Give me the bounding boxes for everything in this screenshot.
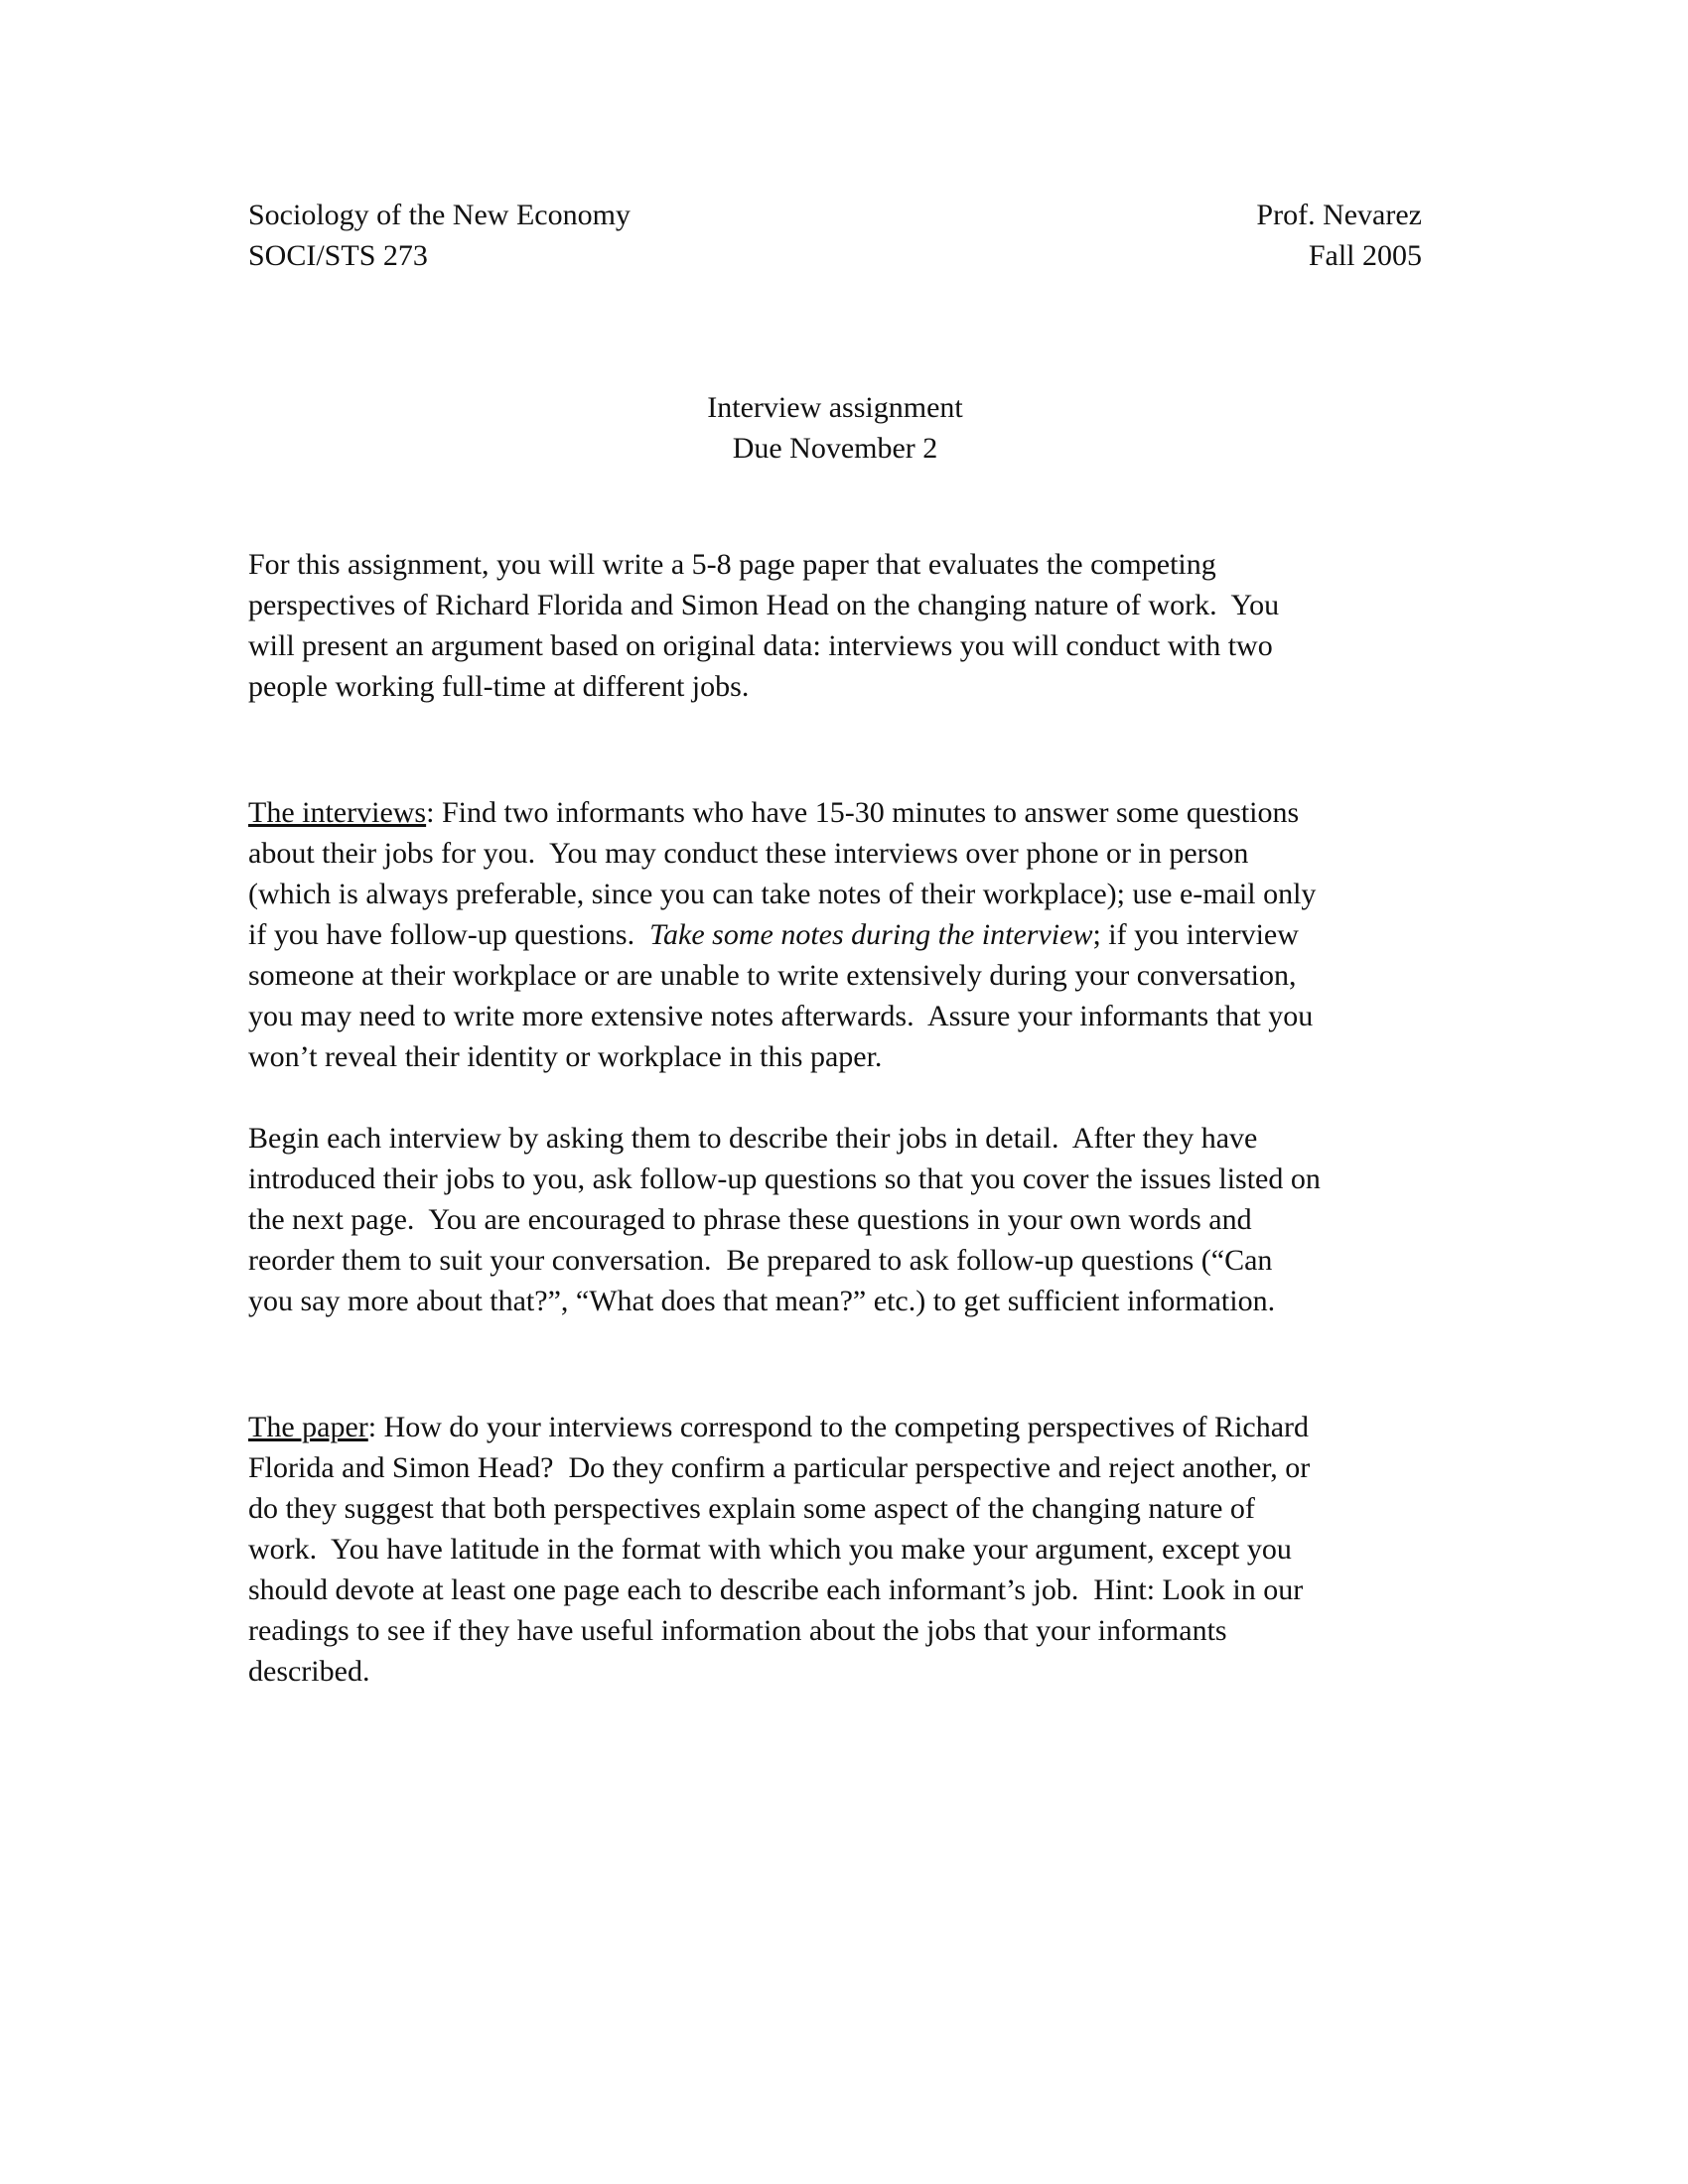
text-line: reorder them to suit your conversation. Be prepared to ask follow-up questions (“Can	[248, 1244, 1273, 1277]
paragraph-spacer	[248, 1321, 1426, 1407]
paragraph-begin-each-interview	[248, 1118, 1426, 1321]
text-line: about their jobs for you. You may conduct these interviews over phone or in person	[248, 837, 1249, 870]
header-course-info	[248, 195, 631, 276]
text-line: you say more about that?”, “What does that mean?” etc.) to get sufficient information.	[248, 1285, 1276, 1317]
text-line	[248, 792, 1426, 833]
due-date: Due November 2	[732, 432, 938, 465]
text-run: ; if you interview	[1092, 918, 1299, 951]
assignment-title-block	[248, 387, 1422, 469]
course-code: SOCI/STS 273	[248, 239, 428, 272]
text-line: (which is always preferable, since you can take notes of their workplace); use e-mail only	[248, 878, 1317, 910]
text-line: won’t reveal their identity or workplace in this paper.	[248, 1040, 883, 1073]
course-title: Sociology of the New Economy	[248, 199, 631, 231]
text-line: do they suggest that both perspectives explain some aspect of the changing nature of	[248, 1492, 1255, 1525]
text-line: Begin each interview by asking them to describe their jobs in detail. After they have	[248, 1122, 1258, 1155]
text-run: if you have follow-up questions.	[248, 918, 650, 951]
paragraph-the-interviews	[248, 792, 1426, 1077]
text-line: readings to see if they have useful information about the jobs that your informants	[248, 1614, 1227, 1647]
text-line: perspectives of Richard Florida and Simon Head on the changing nature of work. You	[248, 589, 1280, 621]
text-line	[248, 914, 1426, 955]
document-header	[248, 195, 1422, 276]
text-run: : How do your interviews correspond to the competing perspectives of Richard	[367, 1411, 1310, 1443]
header-instructor-info	[1256, 195, 1422, 276]
text-line: you may need to write more extensive notes afterwards. Assure your informants that you	[248, 1000, 1314, 1032]
text-line: work. You have latitude in the format with which you make your argument, except you	[248, 1533, 1292, 1566]
text-line: people working full-time at different jobs.	[248, 670, 750, 703]
text-line: Florida and Simon Head? Do they confirm a particular perspective and reject another, or	[248, 1451, 1311, 1484]
paragraph-the-paper	[248, 1407, 1426, 1692]
paragraph-intro	[248, 544, 1426, 707]
text-line: introduced their jobs to you, ask follow-up questions so that you cover the issues listed on	[248, 1162, 1321, 1195]
paragraph-spacer	[248, 1077, 1426, 1118]
text-line	[248, 1407, 1426, 1447]
instructor-name: Prof. Nevarez	[1256, 199, 1422, 231]
page-title: Interview assignment	[707, 391, 963, 424]
text-line: should devote at least one page each to describe each informant’s job. Hint: Look in our	[248, 1573, 1304, 1606]
term-label: Fall 2005	[1308, 239, 1422, 272]
text-line: will present an argument based on original data: interviews you will conduct with two	[248, 629, 1273, 662]
text-line: For this assignment, you will write a 5-8 page paper that evaluates the competing	[248, 548, 1216, 581]
text-line: someone at their workplace or are unable to write extensively during your conversation,	[248, 959, 1297, 992]
document-body	[248, 544, 1426, 1692]
lead-in-the-paper: The paper	[248, 1411, 368, 1443]
italic-emphasis-take-notes: Take some notes during the interview	[649, 918, 1093, 951]
text-line: the next page. You are encouraged to phrase these questions in your own words and	[248, 1203, 1252, 1236]
text-run: : Find two informants who have 15-30 minutes to answer some questions	[426, 796, 1300, 829]
lead-in-the-interviews: The interviews	[248, 796, 427, 829]
text-line: described.	[248, 1655, 370, 1688]
paragraph-spacer	[248, 707, 1426, 792]
